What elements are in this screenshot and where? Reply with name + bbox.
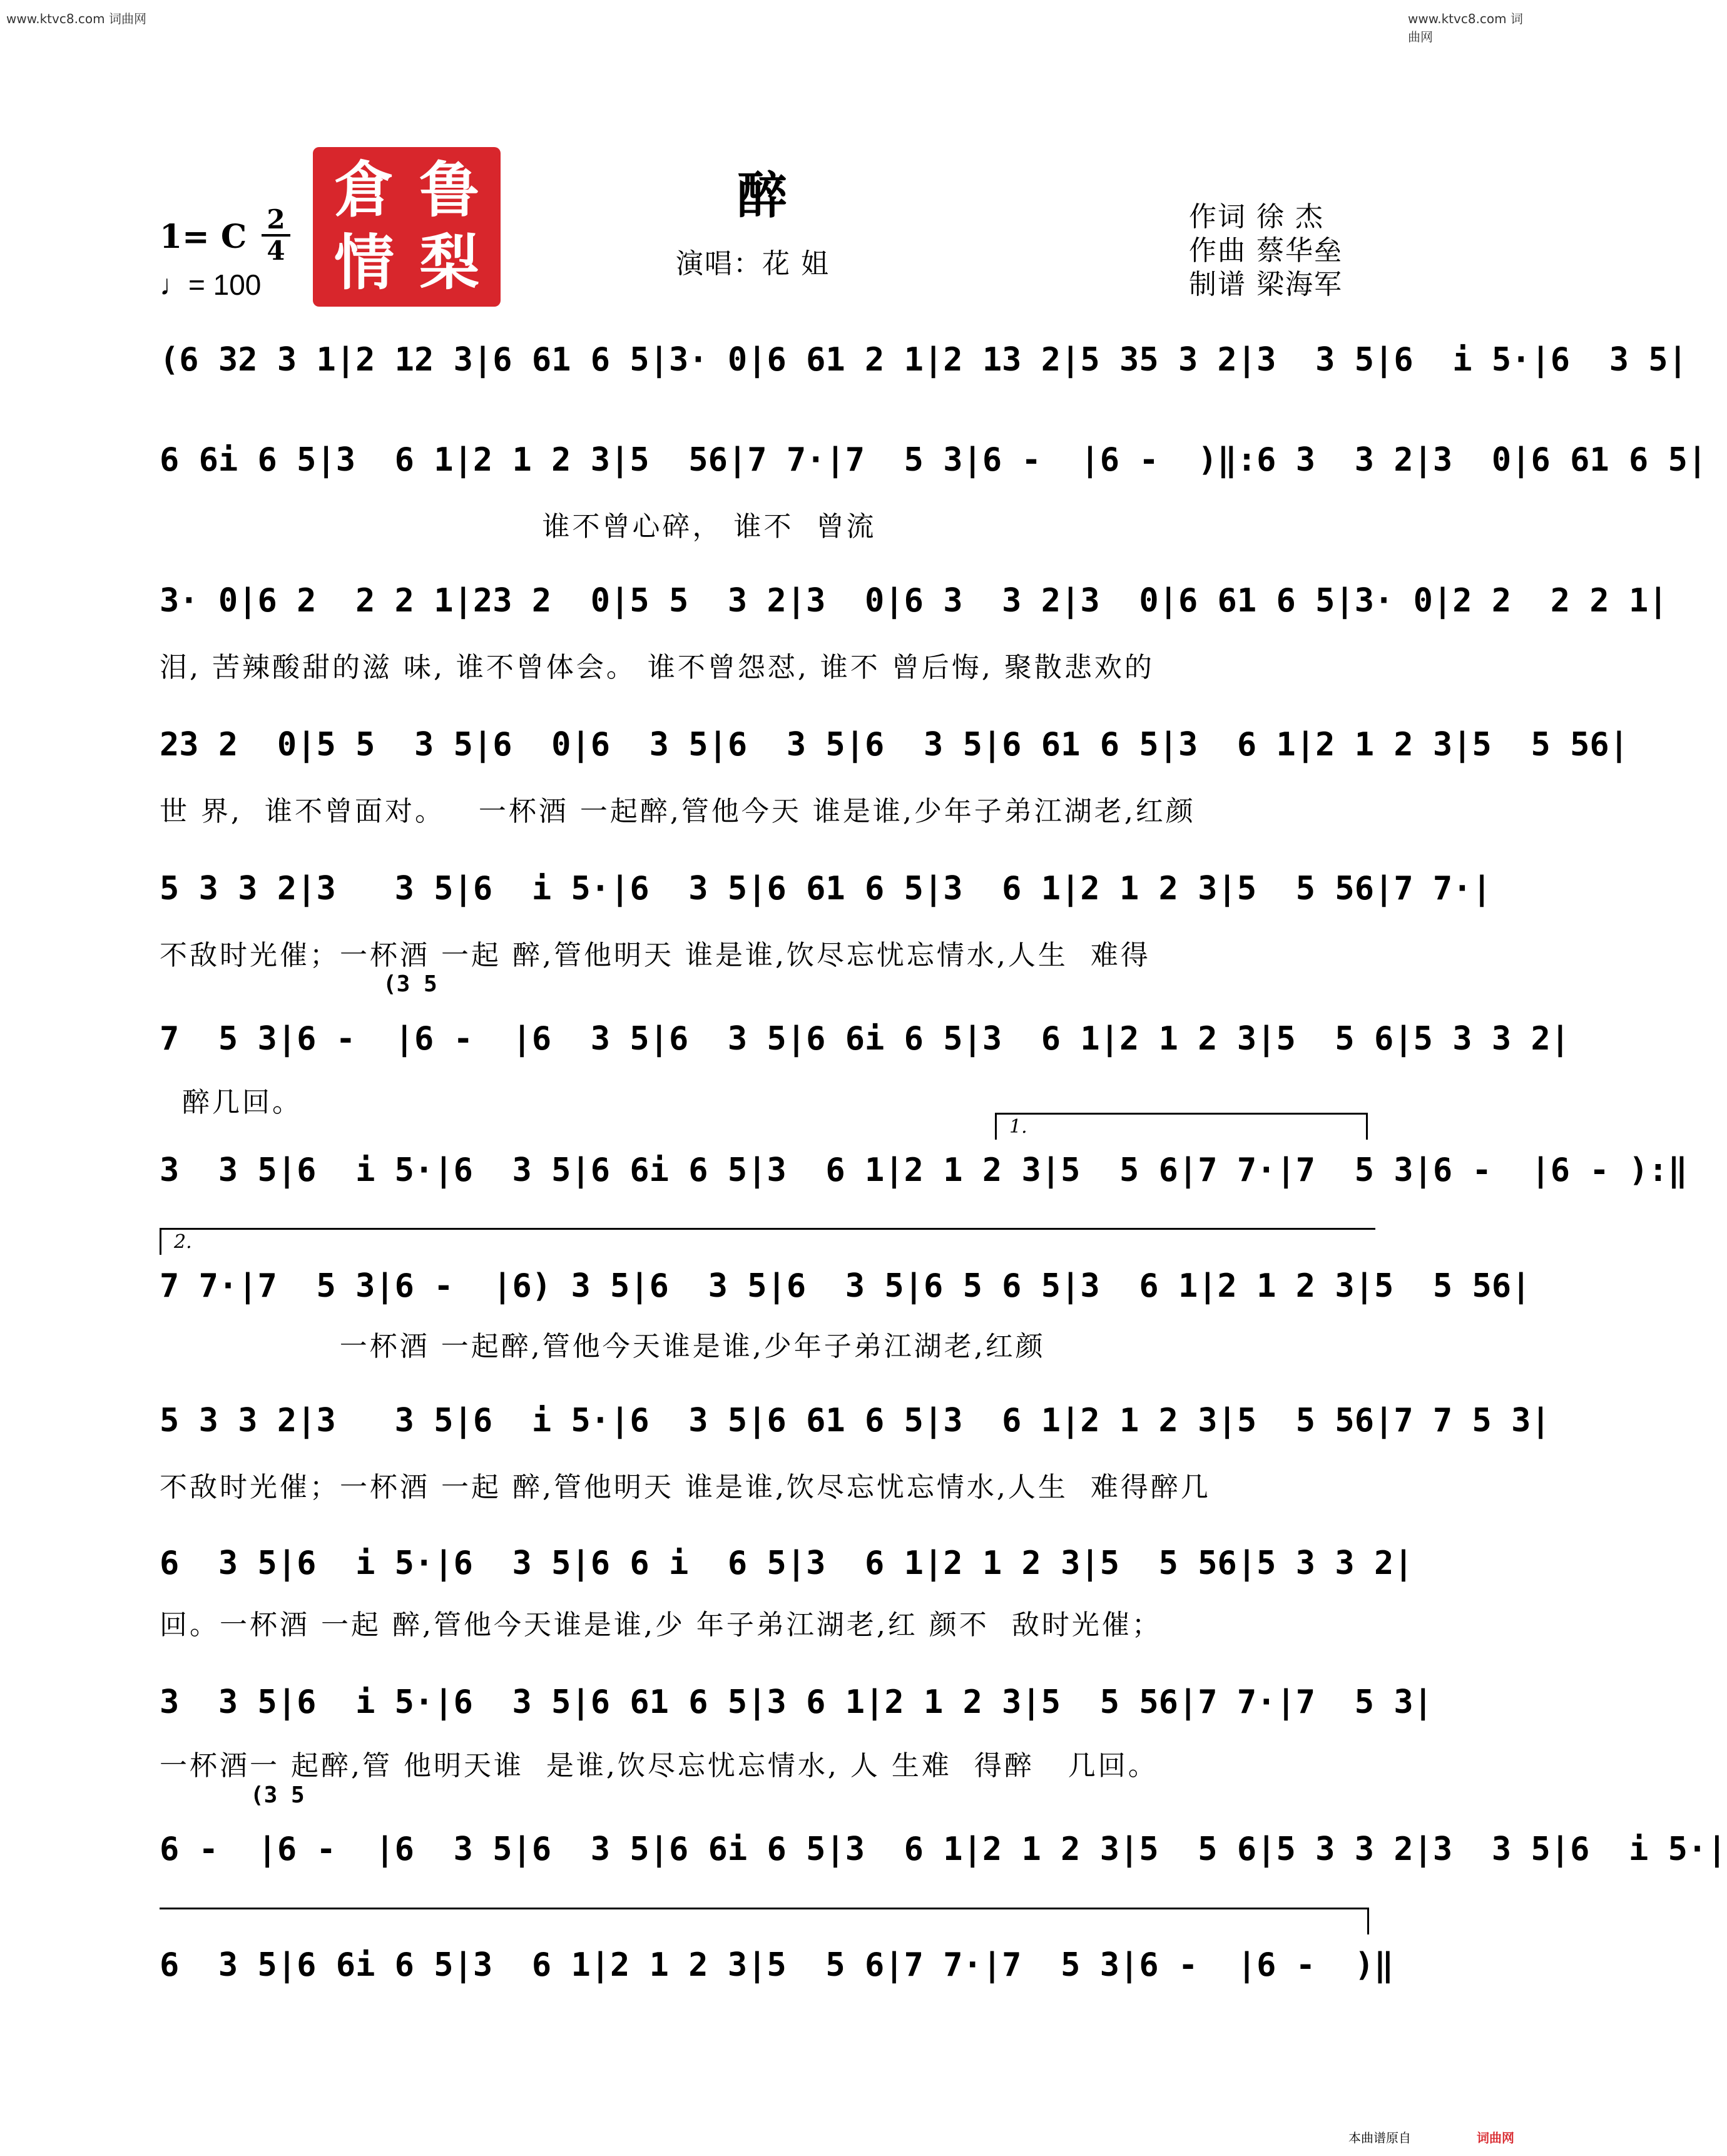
tempo-marking: ♩= 100: [160, 268, 262, 301]
credit-transcriber: 制谱 梁海军: [1189, 268, 1343, 300]
volta-1-number: 1.: [1009, 1116, 1027, 1138]
ossia-1: (3 5: [383, 971, 437, 997]
header-site-left: www.ktvc8.com 词曲网: [6, 11, 147, 26]
seal-char: 梨: [419, 227, 479, 298]
ossia-2: (3 5: [250, 1782, 305, 1808]
score-line-13: 6 3 5|6 6i 6 5|3 6 1|2 1 2 3|5 5 6|7 7·|7 5 3|6 - |6 - )‖: [160, 1946, 1394, 1984]
final-bracket: [160, 1908, 1369, 1934]
score-line-6: 7 5 3|6 - |6 - |6 3 5|6 3 5|6 6i 6 5|3 6 1|2 1 2 3|5 5 6|5 3 3 2|: [160, 1020, 1571, 1058]
volta-first-ending: [995, 1113, 1368, 1140]
lyric-line-6: 醉几回。: [160, 1086, 302, 1118]
lyric-line-8: 一杯酒 一起醉,管他今天谁是谁,少年子弟江湖老,红颜: [160, 1331, 1046, 1362]
footer-source: 本曲谱原自: [1348, 2130, 1411, 2145]
song-title: 醉: [737, 166, 787, 225]
time-signature: [262, 204, 290, 266]
score-line-12: 6 - |6 - |6 3 5|6 3 5|6 6i 6 5|3 6 1|2 1 2 3|5 5 6|5 3 3 2|3 3 5|6 i 5·|: [160, 1831, 1727, 1868]
score-line-8: 7 7·|7 5 3|6 - |6) 3 5|6 3 5|6 3 5|6 5 6 5|3 6 1|2 1 2 3|5 5 56|: [160, 1267, 1531, 1305]
score-line-10: 6 3 5|6 i 5·|6 3 5|6 6 i 6 5|3 6 1|2 1 2 3|5 5 56|5 3 3 2|: [160, 1545, 1414, 1582]
lyric-line-9: 不敌时光催；一杯酒 一起 醉,管他明天 谁是谁,饮尽忘忧忘情水,人生 难得醉几: [160, 1471, 1211, 1503]
score-line-2: 6 6i 6 5|3 6 1|2 1 2 3|5 56|7 7·|7 5 3|6 - |6 - )‖:6 3 3 2|3 0|6 61 6 5|: [160, 441, 1708, 479]
seal-char: 倉: [334, 155, 394, 225]
time-sig-top: 2: [267, 204, 285, 235]
score-line-3: 3· 0|6 2 2 2 1|23 2 0|5 5 3 2|3 0|6 3 3 2|3 0|6 61 6 5|3· 0|2 2 2 2 1|: [160, 582, 1668, 620]
seal-char: 情: [334, 227, 394, 298]
time-sig-bottom: 4: [267, 235, 285, 266]
score-line-5: 5 3 3 2|3 3 5|6 i 5·|6 3 5|6 61 6 5|3 6 1|2 1 2 3|5 5 56|7 7·|: [160, 870, 1492, 907]
lyric-line-5: 不敌时光催；一杯酒 一起 醉,管他明天 谁是谁,饮尽忘忧忘情水,人生 难得: [160, 939, 1151, 971]
credits: [1189, 200, 1343, 302]
volta-second-ending: [160, 1228, 1375, 1255]
seal-char: 鲁: [419, 155, 479, 225]
score-line-4: 23 2 0|5 5 3 5|6 0|6 3 5|6 3 5|6 3 5|6 61 6 5|3 6 1|2 1 2 3|5 5 56|: [160, 726, 1629, 764]
lyric-line-11: 一杯酒一 起醉,管 他明天谁 是谁,饮尽忘忧忘情水, 人 生难 得醉 几回。: [160, 1750, 1158, 1782]
seal-stamp: [313, 147, 501, 307]
volta-2-number: 2.: [174, 1231, 192, 1253]
score-line-1: (6 32 3 1|2 12 3|6 61 6 5|3· 0|6 61 2 1|2 13 2|5 35 3 2|3 3 5|6 i 5·|6 3 5|: [160, 341, 1688, 379]
score-line-7: 3 3 5|6 i 5·|6 3 5|6 6i 6 5|3 6 1|2 1 2 3|5 5 6|7 7·|7 5 3|6 - |6 - ):‖: [160, 1152, 1688, 1189]
credit-lyricist: 作词 徐 杰: [1189, 201, 1324, 233]
singer: 演唱：花 姐: [676, 248, 830, 280]
credit-composer: 作曲 蔡华垒: [1189, 235, 1343, 267]
lyric-line-4: 世 界, 谁不曾面对。 一杯酒 一起醉,管他今天 谁是谁,少年子弟江湖老,红颜: [160, 795, 1196, 827]
lyric-line-10: 回。一杯酒 一起 醉,管他今天谁是谁,少 年子弟江湖老,红 颜不 敌时光催；: [160, 1609, 1162, 1641]
lyric-line-2: 谁不曾心碎， 谁不 曾流: [160, 511, 877, 543]
header-site-right: www.ktvc8.com 词曲网: [1408, 11, 1524, 44]
score-line-9: 5 3 3 2|3 3 5|6 i 5·|6 3 5|6 61 6 5|3 6 1|2 1 2 3|5 5 56|7 7 5 3|: [160, 1402, 1551, 1439]
lyric-line-3: 泪, 苦辣酸甜的滋 味, 谁不曾体会。 谁不曾怨怼, 谁不 曾后悔, 聚散悲欢的: [160, 651, 1154, 683]
score-line-11: 3 3 5|6 i 5·|6 3 5|6 61 6 5|3 6 1|2 1 2 3|5 5 56|7 7·|7 5 3|: [160, 1683, 1433, 1721]
footer-site: 词曲网: [1477, 2130, 1514, 2145]
key-signature: 1= C: [160, 218, 247, 256]
